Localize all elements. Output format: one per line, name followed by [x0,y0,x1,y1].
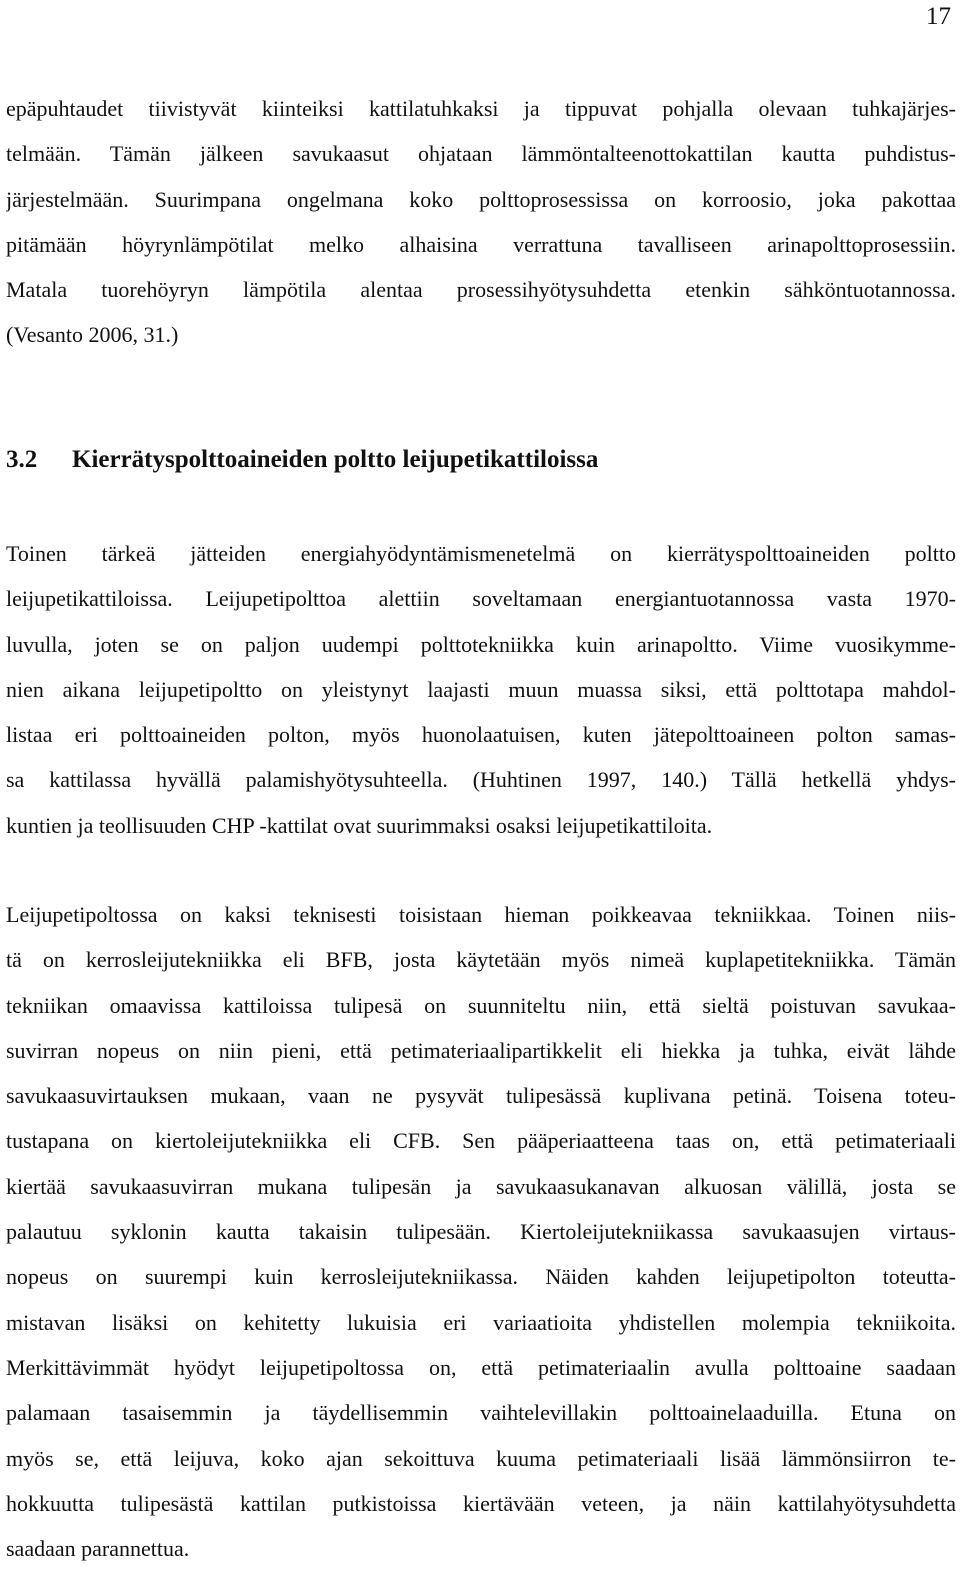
paragraph-intro [6,86,956,358]
text-line: tä on kerrosleijutekniikka eli BFB, josta käytetään myös nimeä kuplapetitekniikka. Tämän [6,947,956,973]
text-line: myös se, että leijuva, koko ajan sekoittuva kuuma petimateriaali lisää lämmönsiirron te- [6,1445,956,1471]
text-line: telmään. Tämän jälkeen savukaasut ohjataan lämmöntalteenottokattilan kautta puhdistus- [6,141,956,167]
text-line: pitämään höyrynlämpötilat melko alhaisina verrattuna tavalliseen arinapolttoprosessiin. [6,231,956,257]
text-line: tekniikan omaavissa kattiloissa tulipesä on suunniteltu niin, että sieltä poistuvan savukaa- [6,992,956,1018]
text-line: hokkuutta tulipesästä kattilan putkistoissa kiertävään veteen, ja näin kattilahyötysuhdetta [6,1490,956,1516]
text-line: kiertää savukaasuvirran mukana tulipesän ja savukaasukanavan alkuosan välillä, josta se [6,1173,956,1199]
text-line: saadaan parannettua. [6,1536,190,1562]
page-number: 17 [926,3,951,30]
section-title: Kierrätyspolttoaineiden poltto leijupetikattiloissa [72,446,599,473]
text-line: tustapana on kiertoleijutekniikka eli CFB. Sen pääperiaatteena taas on, että petimateriaali [6,1128,956,1154]
text-line: palamaan tasaisemmin ja täydellisemmin vaihtelevillakin polttoainelaaduilla. Etuna on [6,1400,956,1426]
text-line: Leijupetipoltossa on kaksi teknisesti toisistaan hieman poikkeavaa tekniikkaa. Toinen niis- [6,902,956,927]
text-line: nopeus on suurempi kuin kerrosleijutekniikassa. Näiden kahden leijupetipolton toteutta- [6,1264,956,1290]
text-line: mistavan lisäksi on kehitetty lukuisia eri variaatioita yhdistellen molempia tekniikoita. [6,1309,956,1335]
text-line: sa kattilassa hyvällä palamishyötysuhteella. (Huhtinen 1997, 140.) Tällä hetkellä yhdys- [6,767,956,793]
text-line: Merkittävimmät hyödyt leijupetipoltossa on, että petimateriaalin avulla polttoaine saadaan [6,1354,956,1380]
text-line: suvirran nopeus on niin pieni, että petimateriaalipartikkelit eli hiekka ja tuhka, eivät lähde [6,1037,956,1063]
text-line: (Vesanto 2006, 31.) [6,322,179,348]
text-line: listaa eri polttoaineiden polton, myös huonolaatuisen, kuten jätepolttoaineen polton samas- [6,722,956,748]
text-line: nien aikana leijupetipoltto on yleistynyt laajasti muun muassa siksi, että polttotapa mahdol- [6,676,956,702]
text-line: Toinen tärkeä jätteiden energiahyödyntämismenetelmä on kierrätyspolttoaineiden poltto [6,541,956,566]
text-line: palautuu syklonin kautta takaisin tulipesään. Kiertoleijutekniikassa savukaasujen virtaus- [6,1219,956,1245]
text-line: savukaasuvirtauksen mukaan, vaan ne pysyvät tulipesässä kuplivana petinä. Toisena toteu- [6,1083,956,1109]
text-line: järjestelmään. Suurimpana ongelmana koko polttoprosessissa on korroosio, joka pakottaa [6,186,956,212]
paragraph-section-2 [6,892,956,1571]
section-heading [6,440,598,480]
paragraph-section-1 [6,531,956,848]
text-line: epäpuhtaudet tiivistyvät kiinteiksi kattilatuhkaksi ja tippuvat pohjalla olevaan tuhkajärjes- [6,96,956,121]
section-number: 3.2 [6,446,38,473]
text-line: kuntien ja teollisuuden CHP -kattilat ovat suurimmaksi osaksi leijupetikattiloita. [6,812,713,838]
text-line: Matala tuorehöyryn lämpötila alentaa prosessihyötysuhdetta etenkin sähköntuotannossa. [6,277,956,303]
text-line: leijupetikattiloissa. Leijupetipolttoa alettiin soveltamaan energiantuotannossa vasta 1970- [6,586,956,612]
text-line: luvulla, joten se on paljon uudempi polttotekniikka kuin arinapoltto. Viime vuosikymme- [6,631,956,657]
